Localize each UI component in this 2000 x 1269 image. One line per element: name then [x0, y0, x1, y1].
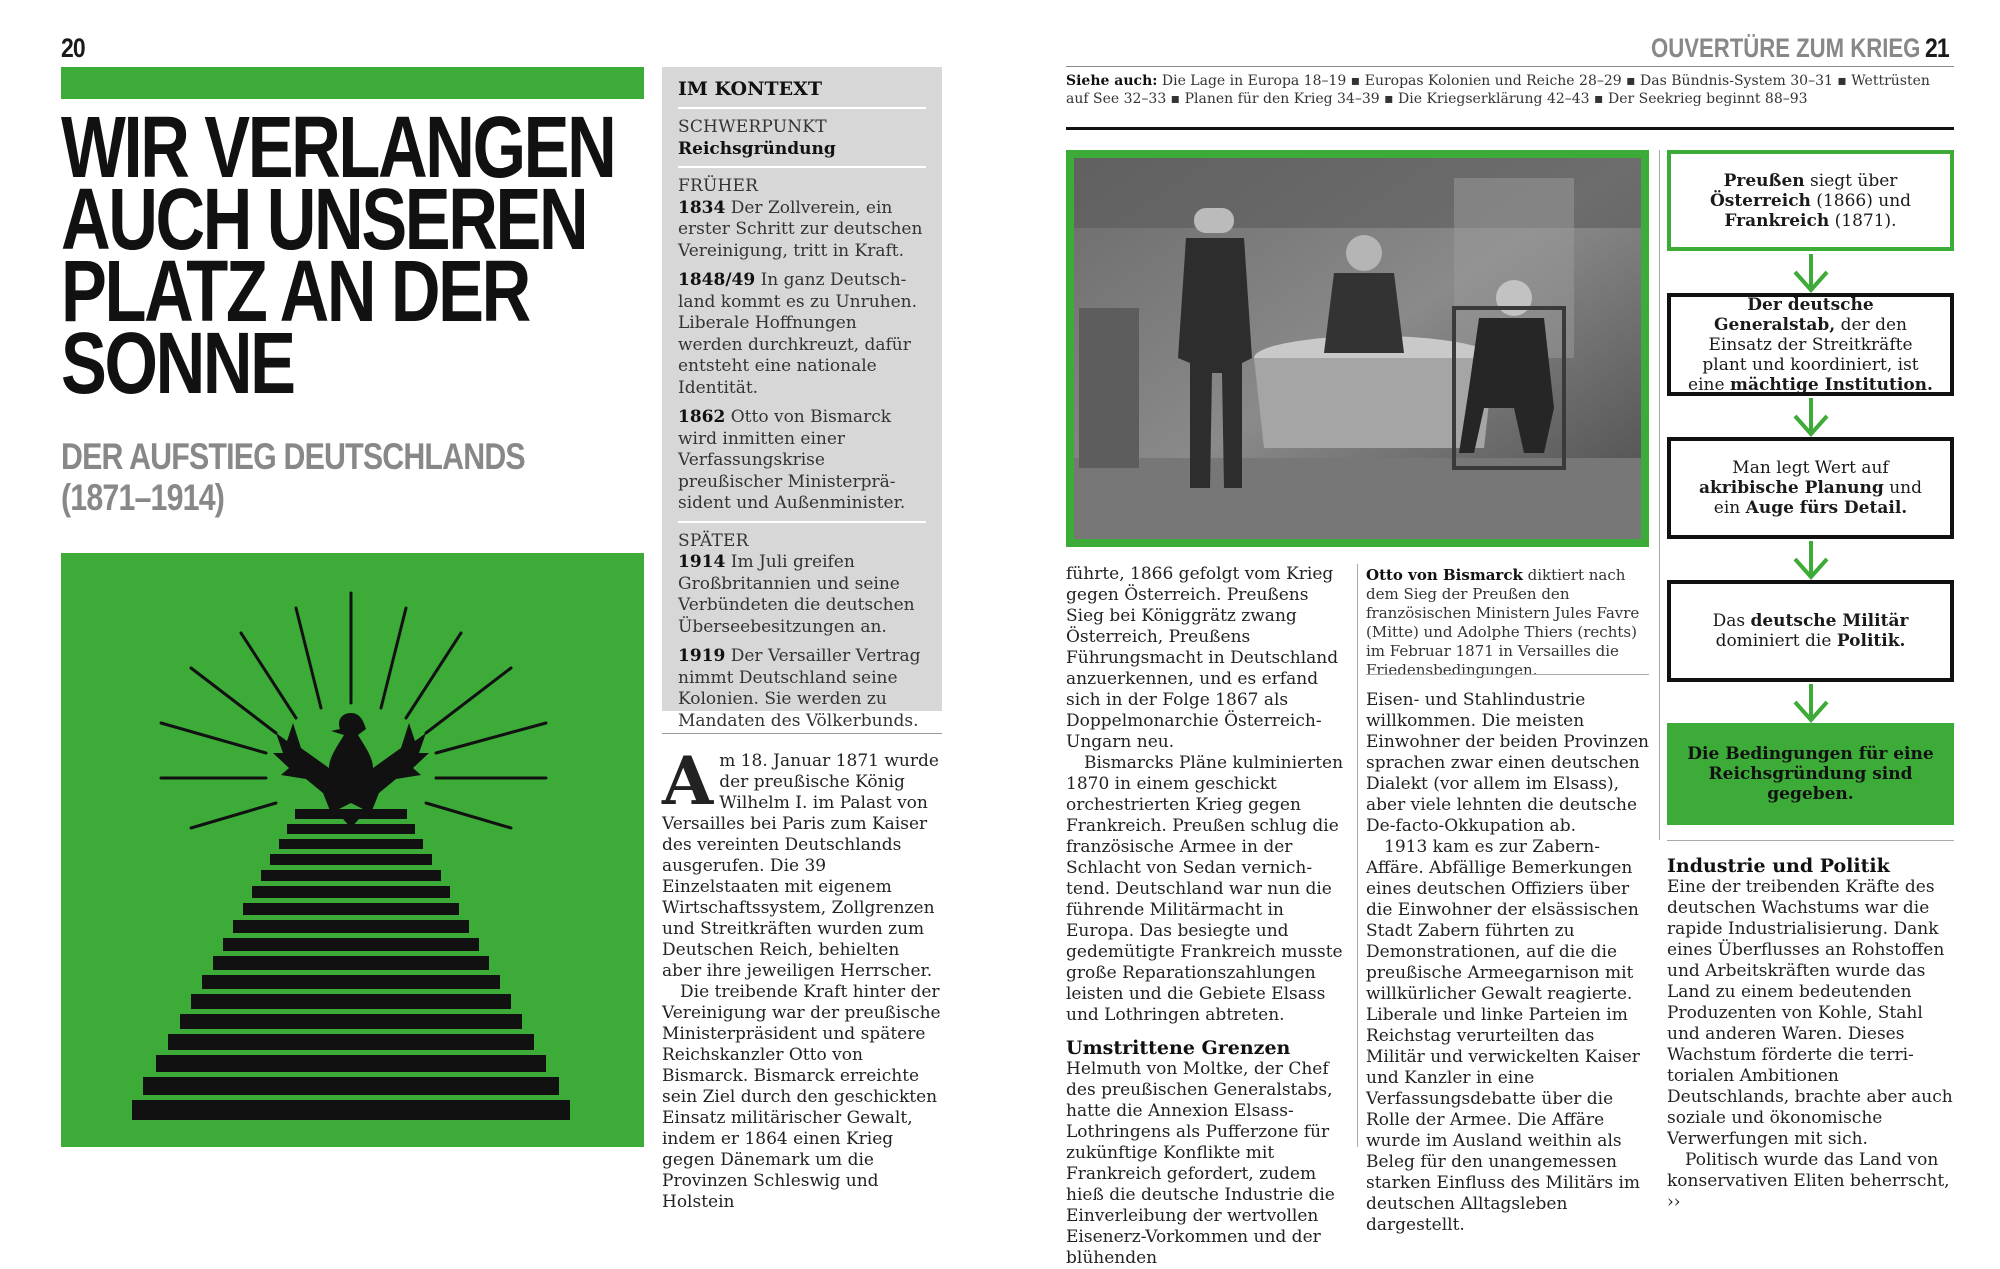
arrow-down-icon	[1789, 398, 1833, 438]
bismarck-negotiation-engraving	[1074, 158, 1641, 539]
title-line: SONNE	[61, 315, 294, 412]
subtitle-line: (1871–1914)	[61, 477, 225, 518]
column-rule	[662, 733, 942, 734]
body-paragraph: Bismarcks Pläne kulminierten 1870 in einem geschickt orchestrierten Krieg gegen Frankreich. Preußen schlug die französische Armee in der Schlacht von Sedan vernichtend. Deutschland war nun die führende Militärmacht in Europa. Das besiegte und gedemütigte Frankreich musste große Reparationszahlungen leisten und die Gebiete Elsass und Lothringen abtreten.	[1066, 753, 1344, 1025]
dropcap: A	[662, 742, 714, 820]
section-heading: Umstrittene Grenzen	[1066, 1037, 1291, 1059]
flow-step-text: Preußen siegt über Österreich (1866) und Frankreich (1871).	[1709, 170, 1912, 231]
caption-bold: Otto von Bismarck	[1366, 566, 1523, 584]
body-column-1	[1066, 564, 1349, 1269]
column-rule	[1357, 564, 1358, 1147]
focus-value: Reichsgründung	[678, 138, 836, 159]
section-rule	[1066, 127, 1954, 130]
see-also-links[interactable]: Die Lage in Europa 18–19 ▪ Europas Kolonien und Reiche 28–29 ▪ Das Bündnis-System 30–31 ▪ Wettrüsten auf See 32–33 ▪ Planen für den Krieg 34–39 ▪ Die Kriegserklärung 42–43 ▪ Der Seekrieg beginnt 88–93	[1066, 73, 1930, 107]
context-item: 1862 Otto von Bismarck wird inmitten einer Verfassungskrise preußischer Ministerpräsident und Außenminister.	[678, 407, 906, 513]
context-item: 1919 Der Versailler Vertrag nimmt Deutschland seine Kolonien. Sie werden zu Mandaten des Völkerbunds.	[678, 646, 921, 731]
see-also-label: Siehe auch:	[1066, 73, 1158, 89]
focus-label: SCHWERPUNKT	[678, 117, 827, 137]
flow-step	[1667, 150, 1954, 251]
body-paragraph: führte, 1866 gefolgt vom Krieg gegen Österreich. Preußens Sieg bei Königgrätz zwang Österreich, Preußens Führungsmacht in Deutschland anzuerkennen, und es erfand sich in der Folge 1867 als Doppelmonarchie Österreich-Ungarn neu.	[1066, 564, 1339, 752]
page-title	[61, 99, 762, 412]
photo-caption	[1366, 566, 1651, 680]
flow-step	[1667, 723, 1954, 825]
caption-text: diktiert nach dem Sieg der Preußen den französischen Ministern Jules Favre (Mitte) und Adolphe Thiers (rechts) im Februar 1871 in Versailles die Friedensbedingungen.	[1366, 566, 1640, 679]
running-head: OUVERTÜRE ZUM KRIEG	[1651, 33, 1921, 63]
title-line: WIR VERLANGEN	[61, 99, 615, 196]
flow-step-text: Die Bedingungen für eine Reichsgründung sind gegeben.	[1687, 744, 1934, 804]
illustration-panel	[61, 553, 644, 1147]
flow-step-text: Das deutsche Militär dominiert die Politik.	[1712, 611, 1909, 651]
after-label: SPÄTER	[678, 530, 749, 551]
before-label: FRÜHER	[678, 176, 759, 196]
intro-text	[662, 742, 942, 1213]
arrow-down-icon	[1789, 254, 1833, 294]
title-line: PLATZ AN DER	[61, 243, 529, 340]
page-subtitle	[61, 436, 627, 518]
flow-step-text: Man legt Wert auf akribische Planung und ein Auge fürs Detail.	[1699, 458, 1922, 518]
eagle-on-pyramid-icon	[61, 553, 644, 1147]
body-column-2	[1366, 690, 1649, 1236]
arrow-down-icon	[1789, 541, 1833, 581]
column-rule	[1659, 150, 1660, 840]
body-paragraph: Eine der treibenden Kräfte des deutschen Wachstums war die rapide Industrialisierung. Dank eines Überflusses an Rohstoffen und Arbeitskräften wurde das Land zu einem bedeutenden Produzenten von Kohle, Stahl und anderen Waren. Dieses Wachstum förderte die territorialen Ambitionen Deutschlands, brachte aber auch soziale und ökonomische Verwerfungen mit sich.	[1667, 877, 1953, 1149]
body-paragraph: Eisen- und Stahlindustrie willkommen. Die meisten Einwohner der beiden Provinzen sprachen zwar einen deutschen Dialekt (vor allem im Elsass), aber viele lehnten die deutsche De-facto-Okkupation ab.	[1366, 690, 1649, 836]
context-heading: IM KONTEXT	[678, 78, 822, 100]
caption-rule	[1366, 674, 1649, 675]
context-box	[662, 67, 942, 731]
body-paragraph: Helmuth von Moltke, der Chef des preußischen Generalstabs, hatte die Annexion Elsass-Lothringens als Pufferzone für zukünftige Konflikte mit Frankreich gefordert, zudem hieß die deutsche Industrie die Einverleibung der wertvollen Eisenerz-Vorkommen und der blühenden	[1066, 1059, 1335, 1268]
column-rule	[1667, 840, 1954, 841]
header-rule	[1066, 66, 1954, 67]
context-item: 1834 Der Zollverein, ein erster Schritt zur deutschen Vereinigung, tritt in Kraft.	[678, 197, 923, 261]
page-number-right: 21	[1925, 33, 1949, 63]
title-bar	[61, 67, 644, 99]
body-paragraph: 1913 kam es zur Zabern-Affäre. Abfällige Bemerkungen eines deutschen Offiziers über die Einwohner der elsässischen Stadt Zabern führten zu Demonstrationen, auf die die preußische Armeegarnison mit willkürlicher Gewalt reagierte. Liberale und linke Parteien im Reichstag verurteilten das Militär und verwickelten Kaiser und Kanzler in eine Verfassungsdebatte über die Rolle der Armee. Die Affäre wurde im Ausland weithin als Beleg für den unangemessen starken Einfluss des Militärs im deutschen Alltagsleben dargestellt.	[1366, 837, 1641, 1235]
context-item: 1848/49 In ganz Deutschland kommt es zu Unruhen. Liberale Hoffnungen werden durchkreuzt, dafür entsteht eine nationale Identität.	[678, 270, 918, 398]
title-line: AUCH UNSEREN	[61, 171, 587, 268]
body-paragraph: Politisch wurde das Land von konservativen Eliten beherrscht, ››	[1667, 1150, 1950, 1212]
body-paragraph: m 18. Januar 1871 wurde der preußische König Wilhelm I. im Palast von Versailles bei Paris zum Kaiser des vereinten Deutschlands ausgerufen. Die 39 Einzelstaaten mit eigenem Wirtschaftssystem, Zollgrenzen und Streitkräften wurden zum Deutschen Reich, behielten aber ihre jeweiligen Herrscher.	[662, 751, 939, 981]
flow-step	[1667, 580, 1954, 682]
page-number-left: 20	[61, 33, 85, 63]
section-heading: Industrie und Politik	[1667, 855, 1890, 877]
see-also	[1066, 72, 1954, 108]
flow-step-text: Der deutsche Generalstab, der den Einsatz der Streitkräfte plant und koordiniert, ist eine mächtige Institution.	[1688, 294, 1933, 395]
body-column-3	[1667, 855, 1957, 1213]
flow-step	[1667, 293, 1954, 396]
body-paragraph: Die treibende Kraft hinter der Vereinigung war der preußische Ministerpräsident und spätere Reichskanzler Otto von Bismarck. Bismarck erreichte sein Ziel durch den geschickten Einsatz militärischer Gewalt, indem er 1864 einen Krieg gegen Dänemark um die Provinzen Schleswig und Holstein	[662, 982, 941, 1212]
flow-step	[1667, 437, 1954, 539]
arrow-down-icon	[1789, 684, 1833, 724]
subtitle-line: DER AUFSTIEG DEUTSCHLANDS	[61, 436, 525, 477]
context-item: 1914 Im Juli greifen Großbritannien und seine Verbündeten die deutschen Überseebesitzungen an.	[678, 552, 915, 637]
photo-frame	[1066, 150, 1649, 547]
